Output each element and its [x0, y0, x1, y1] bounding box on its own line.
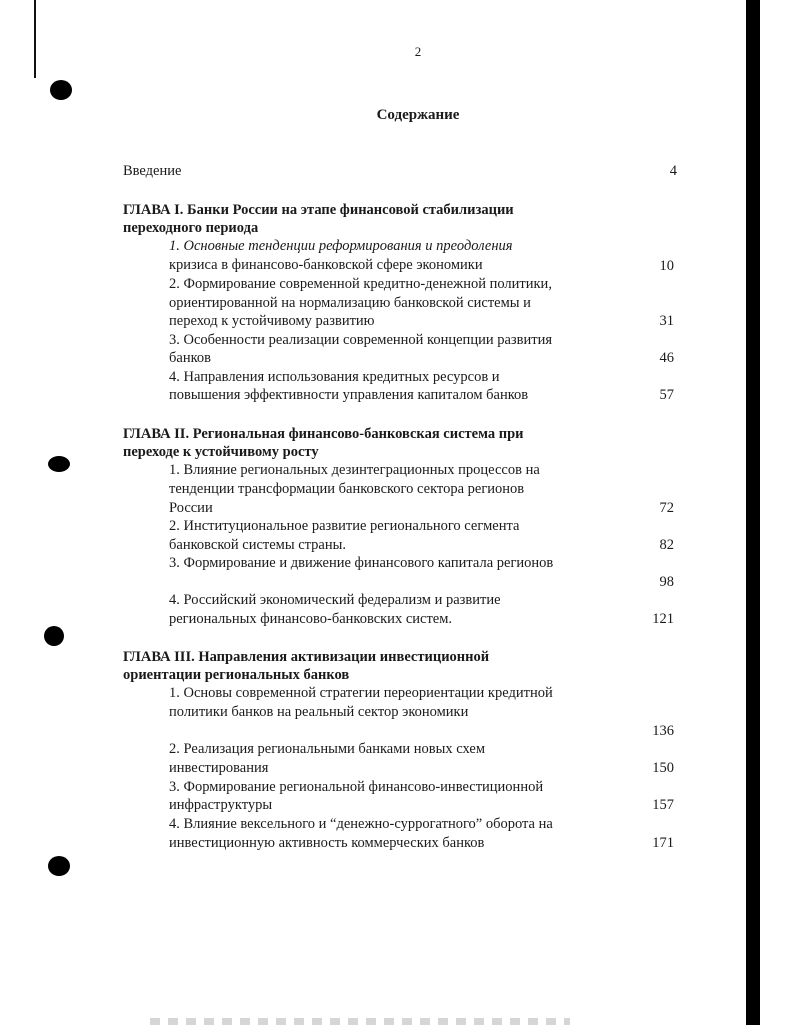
toc-item-line: 3. Формирование региональной финансово-инвестиционной	[169, 779, 544, 795]
toc-item-line: инвестирования	[169, 760, 269, 776]
toc-item-line: инфраструктуры	[169, 797, 273, 813]
scan-artifact	[150, 1018, 570, 1025]
toc-item-page: 157	[652, 797, 674, 813]
toc-item-page: 10	[659, 258, 674, 274]
toc-item-page: 82	[659, 537, 674, 553]
toc-item-line: 3. Особенности реализации современной концепции развития	[169, 332, 553, 348]
toc-title: Содержание	[376, 107, 460, 123]
toc-item-line: тенденции трансформации банковского сектора регионов	[169, 481, 525, 497]
toc-intro-page: 4	[669, 163, 677, 179]
toc-item-line: политики банков на реальный сектор экономики	[169, 704, 469, 720]
toc-item-page: 121	[652, 611, 674, 627]
toc-item-page: 136	[652, 723, 674, 739]
chapter-1-heading: переходного периода	[123, 220, 259, 236]
toc-item-line: 4. Направления использования кредитных ресурсов и	[169, 369, 500, 385]
chapter-1-heading: ГЛАВА I. Банки России на этапе финансовой стабилизации	[123, 202, 514, 218]
chapter-3-heading: ГЛАВА III. Направления активизации инвестиционной	[123, 649, 490, 665]
toc-item-line: 1. Основы современной стратегии переориентации кредитной	[169, 685, 553, 701]
toc-item-line: переход к устойчивому развитию	[169, 313, 375, 329]
toc-item-page: 57	[659, 387, 674, 403]
toc-item-page: 150	[652, 760, 674, 776]
toc-item-page: 72	[659, 500, 674, 516]
chapter-2-heading: ГЛАВА II. Региональная финансово-банковская система при	[123, 426, 524, 442]
toc-item-line: ориентированной на нормализацию банковской системы и	[169, 295, 531, 311]
toc-item-line: 2. Реализация региональными банками новых схем	[169, 741, 486, 757]
toc-item-line: кризиса в финансово-банковской сфере экономики	[169, 257, 483, 273]
toc-item-line: инвестиционную активность коммерческих банков	[169, 835, 485, 851]
page-number: 2	[414, 44, 422, 59]
toc-item-page: 171	[652, 835, 674, 851]
toc-item-line: банковской системы страны.	[169, 537, 346, 553]
toc-item-page: 46	[659, 350, 674, 366]
toc-item-page: 98	[659, 574, 674, 590]
toc-item-line: 2. Формирование современной кредитно-денежной политики,	[169, 276, 552, 292]
chapter-2-heading: переходе к устойчивому росту	[123, 444, 319, 460]
toc-intro-label: Введение	[123, 163, 182, 179]
toc-item-line: региональных финансово-банковских систем.	[169, 611, 453, 627]
toc-item-line: 3. Формирование и движение финансового капитала регионов	[169, 555, 554, 571]
toc-item-line: России	[169, 500, 213, 516]
toc-item-line: 2. Институциональное развитие регионального сегмента	[169, 518, 520, 534]
toc-item-line: 1. Влияние региональных дезинтеграционных процессов на	[169, 462, 540, 478]
toc-item-line: 4. Влияние вексельного и “денежно-суррогатного” оборота на	[169, 816, 553, 832]
chapter-3-heading: ориентации региональных банков	[123, 667, 350, 683]
toc-item-line: повышения эффективности управления капиталом банков	[169, 387, 529, 403]
toc-item-line: банков	[169, 350, 211, 366]
toc-item-line: 1. Основные тенденции реформирования и преодоления	[169, 238, 513, 254]
toc-item-page: 31	[659, 313, 674, 329]
toc-item-line: 4. Российский экономический федерализм и развитие	[169, 592, 501, 608]
